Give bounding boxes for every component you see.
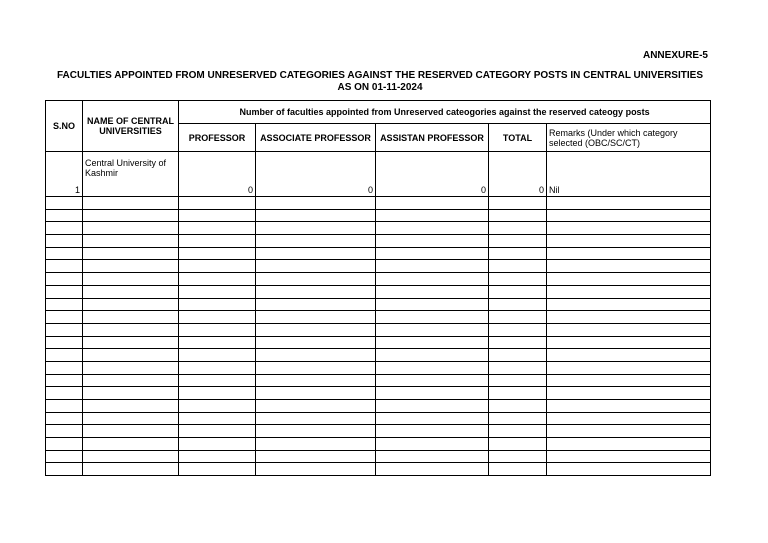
- empty-cell: [547, 222, 711, 235]
- empty-cell: [547, 412, 711, 425]
- col-header-sno: S.NO: [46, 101, 83, 152]
- empty-table-row: [46, 235, 711, 248]
- empty-cell: [547, 450, 711, 463]
- empty-cell: [179, 450, 256, 463]
- empty-cell: [489, 247, 547, 260]
- empty-cell: [179, 209, 256, 222]
- empty-cell: [256, 412, 376, 425]
- document-title: FACULTIES APPOINTED FROM UNRESERVED CATEGORIES AGAINST THE RESERVED CATEGORY POSTS IN CENTRAL UNIVERSITIES AS ON 01-11-2024: [56, 70, 703, 93]
- empty-cell: [256, 438, 376, 451]
- empty-cell: [256, 361, 376, 374]
- empty-table-row: [46, 222, 711, 235]
- empty-table-row: [46, 197, 711, 210]
- faculty-table: [45, 100, 711, 476]
- empty-cell: [376, 463, 489, 476]
- empty-cell: [489, 273, 547, 286]
- empty-cell: [46, 260, 83, 273]
- empty-cell: [547, 425, 711, 438]
- empty-cell: [376, 197, 489, 210]
- empty-cell: [256, 450, 376, 463]
- empty-cell: [489, 323, 547, 336]
- empty-cell: [489, 209, 547, 222]
- empty-cell: [256, 235, 376, 248]
- empty-cell: [256, 387, 376, 400]
- empty-cell: [376, 425, 489, 438]
- empty-cell: [83, 298, 179, 311]
- empty-cell: [547, 209, 711, 222]
- cell-university-name: Central University of Kashmir: [83, 152, 179, 197]
- annexure-label: ANNEXURE-5: [642, 50, 708, 61]
- cell-sno: 1: [46, 152, 83, 197]
- empty-cell: [179, 349, 256, 362]
- empty-cell: [489, 400, 547, 413]
- empty-cell: [179, 425, 256, 438]
- empty-cell: [376, 361, 489, 374]
- col-header-professor: PROFESSOR: [179, 124, 256, 152]
- empty-cell: [179, 273, 256, 286]
- empty-table-row: [46, 209, 711, 222]
- empty-cell: [489, 197, 547, 210]
- empty-cell: [376, 323, 489, 336]
- empty-cell: [46, 311, 83, 324]
- empty-cell: [46, 222, 83, 235]
- empty-cell: [547, 311, 711, 324]
- empty-cell: [83, 361, 179, 374]
- empty-cell: [46, 247, 83, 260]
- empty-cell: [376, 387, 489, 400]
- empty-cell: [376, 374, 489, 387]
- col-header-associate-professor: ASSOCIATE PROFESSOR: [256, 124, 376, 152]
- empty-cell: [256, 298, 376, 311]
- empty-cell: [46, 336, 83, 349]
- col-header-university-name: NAME OF CENTRAL UNIVERSITIES: [83, 101, 179, 152]
- empty-cell: [83, 450, 179, 463]
- empty-cell: [547, 463, 711, 476]
- empty-table-row: [46, 450, 711, 463]
- empty-cell: [489, 285, 547, 298]
- empty-cell: [376, 298, 489, 311]
- empty-cell: [489, 222, 547, 235]
- empty-cell: [256, 425, 376, 438]
- empty-cell: [179, 311, 256, 324]
- empty-cell: [489, 311, 547, 324]
- empty-cell: [376, 311, 489, 324]
- empty-table-row: [46, 412, 711, 425]
- empty-cell: [256, 400, 376, 413]
- empty-cell: [83, 412, 179, 425]
- empty-cell: [46, 349, 83, 362]
- empty-cell: [83, 387, 179, 400]
- empty-cell: [179, 285, 256, 298]
- empty-cell: [256, 209, 376, 222]
- empty-cell: [489, 361, 547, 374]
- empty-cell: [376, 273, 489, 286]
- empty-cell: [547, 400, 711, 413]
- empty-cell: [376, 235, 489, 248]
- col-header-group: Number of faculties appointed from Unreserved cateogories against the reserved cateogy posts: [179, 101, 711, 124]
- empty-cell: [489, 349, 547, 362]
- empty-cell: [179, 387, 256, 400]
- empty-table-row: [46, 438, 711, 451]
- empty-cell: [547, 235, 711, 248]
- cell-professor: 0: [179, 152, 256, 197]
- empty-cell: [547, 285, 711, 298]
- empty-cell: [83, 438, 179, 451]
- empty-cell: [547, 197, 711, 210]
- empty-cell: [46, 412, 83, 425]
- empty-cell: [489, 235, 547, 248]
- empty-cell: [46, 463, 83, 476]
- empty-cell: [547, 361, 711, 374]
- empty-cell: [376, 209, 489, 222]
- empty-cell: [179, 235, 256, 248]
- empty-cell: [376, 260, 489, 273]
- empty-cell: [46, 197, 83, 210]
- empty-cell: [376, 222, 489, 235]
- empty-cell: [489, 450, 547, 463]
- empty-cell: [256, 349, 376, 362]
- empty-table-row: [46, 273, 711, 286]
- empty-cell: [46, 235, 83, 248]
- empty-cell: [489, 298, 547, 311]
- empty-cell: [376, 438, 489, 451]
- empty-table-row: [46, 400, 711, 413]
- empty-cell: [83, 197, 179, 210]
- empty-table-row: [46, 387, 711, 400]
- empty-table-row: [46, 298, 711, 311]
- empty-cell: [256, 260, 376, 273]
- empty-cell: [376, 412, 489, 425]
- empty-cell: [179, 374, 256, 387]
- empty-cell: [179, 323, 256, 336]
- empty-cell: [83, 235, 179, 248]
- empty-cell: [46, 209, 83, 222]
- empty-cell: [376, 349, 489, 362]
- empty-cell: [83, 273, 179, 286]
- col-header-assistant-professor: ASSISTAN PROFESSOR: [376, 124, 489, 152]
- empty-cell: [83, 209, 179, 222]
- empty-cell: [547, 336, 711, 349]
- empty-cell: [46, 438, 83, 451]
- empty-cell: [179, 412, 256, 425]
- empty-table-row: [46, 247, 711, 260]
- cell-assistant-professor: 0: [376, 152, 489, 197]
- empty-cell: [256, 323, 376, 336]
- empty-cell: [547, 273, 711, 286]
- empty-cell: [179, 336, 256, 349]
- empty-cell: [547, 298, 711, 311]
- empty-cell: [376, 285, 489, 298]
- empty-cell: [547, 387, 711, 400]
- cell-remarks: Nil: [547, 152, 711, 197]
- cell-total: 0: [489, 152, 547, 197]
- empty-table-row: [46, 323, 711, 336]
- empty-cell: [489, 260, 547, 273]
- empty-cell: [83, 311, 179, 324]
- empty-table-row: [46, 311, 711, 324]
- empty-cell: [83, 247, 179, 260]
- empty-cell: [83, 285, 179, 298]
- empty-cell: [489, 425, 547, 438]
- empty-cell: [46, 273, 83, 286]
- empty-cell: [83, 463, 179, 476]
- empty-cell: [547, 349, 711, 362]
- col-header-remarks: Remarks (Under which category selected (OBC/SC/CT): [547, 124, 711, 152]
- empty-cell: [179, 260, 256, 273]
- empty-cell: [179, 400, 256, 413]
- cell-associate-professor: 0: [256, 152, 376, 197]
- empty-cell: [83, 400, 179, 413]
- empty-cell: [376, 336, 489, 349]
- empty-table-row: [46, 285, 711, 298]
- col-header-total: TOTAL: [489, 124, 547, 152]
- empty-cell: [179, 298, 256, 311]
- empty-cell: [376, 450, 489, 463]
- empty-cell: [46, 361, 83, 374]
- empty-cell: [256, 374, 376, 387]
- empty-cell: [256, 273, 376, 286]
- empty-table-row: [46, 425, 711, 438]
- empty-table-row: [46, 361, 711, 374]
- empty-cell: [256, 311, 376, 324]
- empty-cell: [179, 463, 256, 476]
- empty-table-row: [46, 374, 711, 387]
- empty-cell: [46, 400, 83, 413]
- table-row: [46, 152, 711, 197]
- empty-cell: [179, 222, 256, 235]
- empty-cell: [83, 374, 179, 387]
- empty-cell: [179, 438, 256, 451]
- empty-cell: [489, 412, 547, 425]
- empty-cell: [83, 323, 179, 336]
- empty-cell: [83, 222, 179, 235]
- empty-cell: [46, 425, 83, 438]
- empty-cell: [376, 247, 489, 260]
- empty-cell: [547, 260, 711, 273]
- empty-cell: [46, 298, 83, 311]
- empty-cell: [256, 463, 376, 476]
- empty-cell: [376, 400, 489, 413]
- empty-cell: [489, 387, 547, 400]
- empty-cell: [179, 361, 256, 374]
- empty-cell: [489, 336, 547, 349]
- empty-cell: [547, 247, 711, 260]
- empty-cell: [547, 374, 711, 387]
- empty-cell: [46, 450, 83, 463]
- empty-cell: [179, 247, 256, 260]
- empty-cell: [256, 336, 376, 349]
- empty-table-row: [46, 336, 711, 349]
- empty-cell: [256, 197, 376, 210]
- empty-cell: [547, 438, 711, 451]
- empty-cell: [46, 387, 83, 400]
- empty-cell: [46, 285, 83, 298]
- empty-cell: [489, 374, 547, 387]
- empty-table-row: [46, 260, 711, 273]
- empty-cell: [256, 222, 376, 235]
- empty-cell: [83, 425, 179, 438]
- empty-cell: [46, 323, 83, 336]
- empty-cell: [83, 260, 179, 273]
- empty-cell: [83, 349, 179, 362]
- empty-cell: [256, 247, 376, 260]
- empty-cell: [46, 374, 83, 387]
- empty-cell: [489, 463, 547, 476]
- empty-cell: [489, 438, 547, 451]
- empty-cell: [256, 285, 376, 298]
- empty-cell: [547, 323, 711, 336]
- empty-cell: [83, 336, 179, 349]
- empty-cell: [179, 197, 256, 210]
- empty-table-row: [46, 463, 711, 476]
- empty-table-row: [46, 349, 711, 362]
